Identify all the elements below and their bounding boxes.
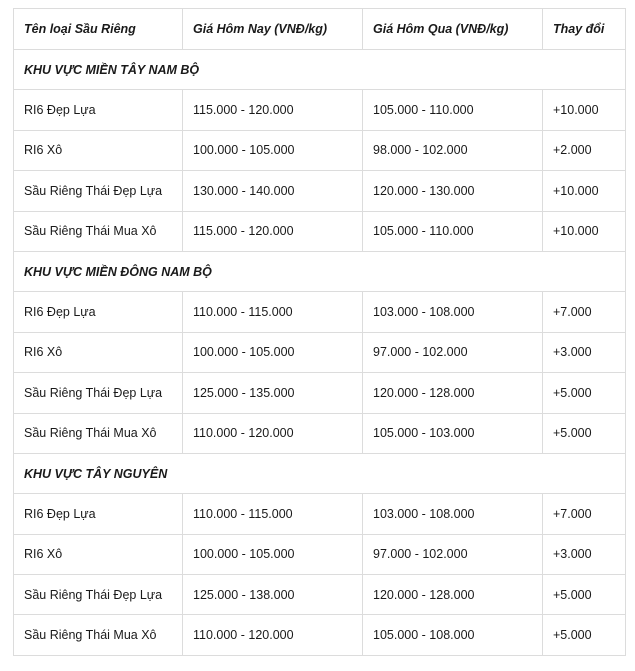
table-row [14, 130, 626, 170]
cell-variety: RI6 Xô [14, 534, 183, 574]
cell-change: +5.000 [543, 413, 626, 453]
cell-variety: Sầu Riêng Thái Mua Xô [14, 413, 183, 453]
cell-price-today: 100.000 - 105.000 [183, 130, 363, 170]
cell-change: +5.000 [543, 615, 626, 655]
cell-price-yesterday: 105.000 - 110.000 [363, 90, 543, 130]
cell-price-yesterday: 105.000 - 108.000 [363, 615, 543, 655]
cell-variety: Sầu Riêng Thái Đẹp Lựa [14, 171, 183, 211]
cell-variety: Sầu Riêng Thái Đẹp Lựa [14, 575, 183, 615]
cell-variety: Sầu Riêng Thái Đẹp Lựa [14, 373, 183, 413]
cell-change: +3.000 [543, 332, 626, 372]
cell-price-yesterday: 105.000 - 110.000 [363, 211, 543, 251]
cell-price-today: 115.000 - 120.000 [183, 211, 363, 251]
table-row [14, 615, 626, 655]
cell-price-yesterday: 120.000 - 128.000 [363, 575, 543, 615]
cell-price-yesterday: 98.000 - 102.000 [363, 130, 543, 170]
cell-variety: RI6 Đẹp Lựa [14, 292, 183, 332]
cell-variety: RI6 Xô [14, 332, 183, 372]
table-row [14, 494, 626, 534]
region-title: KHU VỰC MIỀN TÂY NAM BỘ [14, 50, 626, 90]
cell-price-yesterday: 105.000 - 103.000 [363, 413, 543, 453]
cell-change: +3.000 [543, 534, 626, 574]
region-row [14, 453, 626, 493]
cell-price-today: 100.000 - 105.000 [183, 534, 363, 574]
header-price-today: Giá Hôm Nay (VNĐ/kg) [183, 9, 363, 50]
cell-price-yesterday: 120.000 - 130.000 [363, 171, 543, 211]
region-title: KHU VỰC TÂY NGUYÊN [14, 453, 626, 493]
cell-price-yesterday: 97.000 - 102.000 [363, 332, 543, 372]
header-variety-name: Tên loại Sầu Riêng [14, 9, 183, 50]
cell-price-yesterday: 103.000 - 108.000 [363, 494, 543, 534]
table-row [14, 332, 626, 372]
header-price-yesterday: Giá Hôm Qua (VNĐ/kg) [363, 9, 543, 50]
cell-change: +5.000 [543, 575, 626, 615]
cell-change: +2.000 [543, 130, 626, 170]
table-row [14, 171, 626, 211]
price-table-container [13, 8, 625, 656]
cell-change: +7.000 [543, 292, 626, 332]
cell-change: +10.000 [543, 90, 626, 130]
cell-variety: Sầu Riêng Thái Mua Xô [14, 615, 183, 655]
region-title: KHU VỰC MIỀN ĐÔNG NAM BỘ [14, 251, 626, 291]
table-row [14, 90, 626, 130]
table-row [14, 211, 626, 251]
cell-price-today: 115.000 - 120.000 [183, 90, 363, 130]
cell-variety: Sầu Riêng Thái Mua Xô [14, 211, 183, 251]
cell-price-today: 110.000 - 115.000 [183, 494, 363, 534]
table-row [14, 292, 626, 332]
cell-price-yesterday: 120.000 - 128.000 [363, 373, 543, 413]
cell-price-today: 110.000 - 120.000 [183, 615, 363, 655]
cell-price-today: 110.000 - 120.000 [183, 413, 363, 453]
header-change: Thay đổi [543, 9, 626, 50]
cell-price-today: 130.000 - 140.000 [183, 171, 363, 211]
cell-price-yesterday: 103.000 - 108.000 [363, 292, 543, 332]
cell-price-today: 125.000 - 135.000 [183, 373, 363, 413]
durian-price-table [13, 8, 626, 656]
cell-variety: RI6 Đẹp Lựa [14, 494, 183, 534]
cell-change: +10.000 [543, 171, 626, 211]
cell-change: +5.000 [543, 373, 626, 413]
region-row [14, 50, 626, 90]
table-row [14, 534, 626, 574]
region-row [14, 251, 626, 291]
cell-price-today: 100.000 - 105.000 [183, 332, 363, 372]
table-row [14, 413, 626, 453]
cell-variety: RI6 Đẹp Lựa [14, 90, 183, 130]
cell-price-today: 125.000 - 138.000 [183, 575, 363, 615]
cell-change: +7.000 [543, 494, 626, 534]
table-row [14, 373, 626, 413]
cell-price-yesterday: 97.000 - 102.000 [363, 534, 543, 574]
cell-price-today: 110.000 - 115.000 [183, 292, 363, 332]
cell-change: +10.000 [543, 211, 626, 251]
cell-variety: RI6 Xô [14, 130, 183, 170]
table-row [14, 575, 626, 615]
table-header-row [14, 9, 626, 50]
